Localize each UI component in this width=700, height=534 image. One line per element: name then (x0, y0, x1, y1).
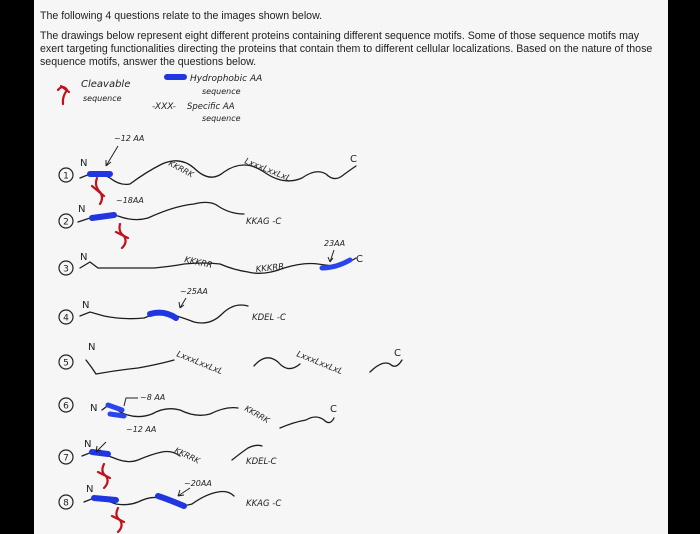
protein-number: 3 (63, 264, 69, 275)
motif-label: KKRRK (173, 445, 202, 466)
motif-label: KKRRK (167, 158, 196, 180)
motif-label: KDEL -C (252, 313, 286, 323)
motif-label: KKAG -C (246, 217, 282, 227)
hydrophobic-segment (108, 405, 122, 410)
length-annotation: ~12 AA (126, 425, 157, 434)
n-terminus-label: N (90, 403, 98, 414)
protein-7 (59, 439, 277, 488)
legend-cleavable-sublabel: sequence (83, 94, 122, 103)
protein-chain (80, 158, 356, 185)
question-sheet (34, 0, 668, 534)
motif-label: KKAG -C (246, 499, 282, 509)
cleavable-sequence-symbol (58, 86, 69, 104)
n-terminus-label: N (78, 204, 86, 215)
description-text: The drawings below represent eight different proteins containing different sequence motifs. Some of those sequence motifs may exert targeting functionalities directing the proteins that contain them to different cellular localizations. Based on the nature of those sequence motifs, answer the questions below. (40, 30, 653, 68)
c-terminus-label: C (350, 154, 357, 165)
n-terminus-label: N (80, 252, 88, 263)
protein-number: 2 (63, 217, 69, 228)
motif-label: LxxxLxxLxL (174, 349, 225, 378)
protein-1 (59, 134, 357, 204)
n-terminus-label: N (82, 300, 90, 311)
c-terminus-label: C (330, 404, 337, 415)
legend-xxx-label: -XXX- (152, 102, 176, 112)
length-annotation: ~18AA (116, 196, 144, 205)
hydrophobic-segment (322, 260, 350, 268)
n-terminus-label: N (88, 342, 96, 353)
motif-label: LxxxLxxLxL (294, 349, 345, 378)
motif-label: LxxxLxxLxL (242, 156, 293, 185)
n-terminus-label: N (86, 484, 94, 495)
legend-hydrophobic-sublabel: sequence (202, 87, 241, 96)
hydrophobic-segment (150, 313, 176, 318)
protein-number: 4 (63, 313, 69, 324)
protein-3 (59, 239, 363, 275)
protein-8 (59, 479, 281, 532)
n-terminus-label: N (80, 158, 88, 169)
hydrophobic-segment (92, 452, 108, 454)
protein-number: 6 (63, 401, 69, 412)
protein-number: 8 (63, 498, 69, 509)
hydrophobic-segment (158, 496, 184, 506)
c-terminus-label: C (356, 254, 363, 265)
intro-text: The following 4 questions relate to the images shown below. (40, 10, 323, 22)
protein-number: 1 (63, 171, 69, 182)
length-annotation: 23AA (324, 239, 346, 248)
length-annotation: ~20AA (184, 479, 212, 488)
length-annotation: ~8 AA (140, 393, 166, 402)
motif-label: KKKRR (255, 262, 285, 275)
protein-5 (59, 342, 402, 377)
legend-xxx-sublabel-2: sequence (202, 114, 241, 123)
legend-xxx-sublabel: Specific AA (187, 102, 235, 112)
hydrophobic-segment (110, 414, 124, 416)
protein-chain (80, 258, 356, 273)
c-terminus-label: C (394, 348, 401, 359)
protein-2 (59, 196, 281, 248)
legend (58, 74, 262, 123)
protein-number: 5 (63, 358, 69, 369)
length-annotation: ~25AA (180, 287, 208, 296)
hydrophobic-segment (92, 215, 114, 218)
length-annotation: ~12 AA (114, 134, 145, 143)
motif-label: KKRRK (243, 403, 271, 426)
protein-drawings (34, 0, 668, 534)
protein-4 (59, 287, 286, 324)
protein-6 (59, 393, 337, 434)
legend-hydrophobic-label: Hydrophobic AA (190, 74, 263, 84)
protein-number: 7 (63, 453, 69, 464)
motif-label: KDEL-C (246, 457, 277, 467)
legend-cleavable-label: Cleavable (81, 79, 131, 90)
motif-label: KKKRR (183, 255, 214, 271)
hydrophobic-segment (94, 498, 116, 500)
protein-chain (86, 358, 402, 374)
n-terminus-label: N (84, 439, 92, 450)
